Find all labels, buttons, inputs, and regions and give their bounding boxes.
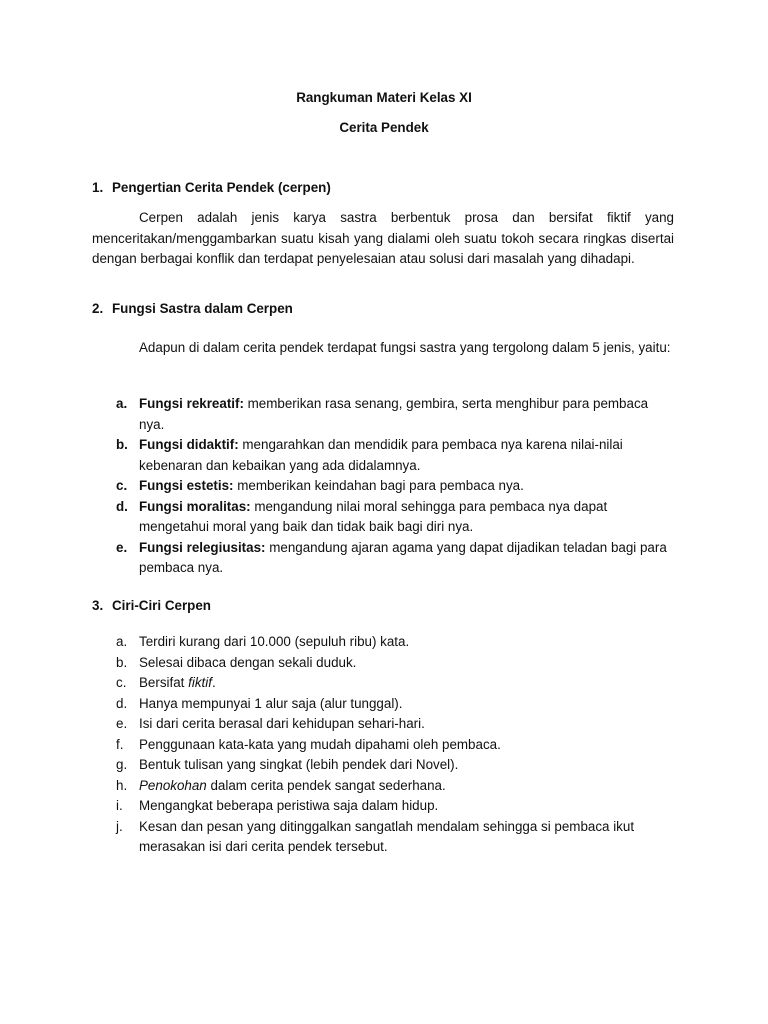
list-item xyxy=(116,817,676,858)
item-text: Selesai dibaca dengan sekali duduk. xyxy=(139,654,357,670)
item-text-post: dalam cerita pendek sangat sederhana. xyxy=(206,777,446,793)
item-text-italic: fiktif xyxy=(188,675,212,690)
item-term: Fungsi relegiusitas: xyxy=(139,539,266,555)
list-marker: b. xyxy=(116,437,128,452)
list-item xyxy=(116,796,676,817)
item-text: Terdiri kurang dari 10.000 (sepuluh ribu) kata. xyxy=(139,634,410,649)
document-subtitle: Cerita Pendek xyxy=(339,120,429,135)
list-item xyxy=(116,776,676,797)
list-marker: i. xyxy=(116,798,123,813)
list-marker: d. xyxy=(116,498,128,514)
list-marker: a. xyxy=(116,396,128,411)
item-text: memberikan keindahan bagi para pembaca nya. xyxy=(233,478,524,493)
item-text-pre: Bersifat xyxy=(139,675,189,690)
item-term: Fungsi rekreatif: xyxy=(139,396,244,411)
fungsi-sastra-list xyxy=(116,394,676,579)
list-item xyxy=(116,673,676,694)
item-text: mengandung nilai moral sehingga para pembaca nya dapat mengetahui moral yang baik dan tidak baik bagi diri nya. xyxy=(139,498,608,534)
item-term: Fungsi moralitas: xyxy=(139,498,251,514)
section-3-title: Ciri-Ciri Cerpen xyxy=(112,598,211,613)
section-2-number: 2. xyxy=(92,301,104,316)
document-title: Rangkuman Materi Kelas XI xyxy=(296,90,472,105)
list-item xyxy=(116,435,676,476)
list-marker: j. xyxy=(116,818,123,834)
list-marker: d. xyxy=(116,695,128,711)
list-marker: e. xyxy=(116,716,128,731)
list-marker: e. xyxy=(116,539,128,555)
list-item xyxy=(116,714,676,735)
list-item xyxy=(116,694,676,715)
section-1-heading xyxy=(92,178,331,199)
section-1-title: Pengertian Cerita Pendek (cerpen) xyxy=(112,180,331,195)
list-item xyxy=(116,476,676,497)
list-marker: c. xyxy=(116,675,127,690)
list-marker: f. xyxy=(116,736,124,752)
item-term: Fungsi didaktif: xyxy=(139,437,239,452)
list-item xyxy=(116,735,676,756)
list-marker: b. xyxy=(116,654,128,670)
item-text: Isi dari cerita berasal dari kehidupan sehari-hari. xyxy=(139,716,425,731)
list-marker: g. xyxy=(116,757,128,772)
ciri-cerpen-list xyxy=(116,632,676,858)
list-marker: c. xyxy=(116,478,128,493)
item-text: mengandung ajaran agama yang dapat dijadikan teladan bagi para pembaca nya. xyxy=(139,539,667,575)
item-text: Penggunaan kata-kata yang mudah dipahami oleh pembaca. xyxy=(139,736,501,752)
section-3-heading xyxy=(92,596,211,617)
item-text: Bentuk tulisan yang singkat (lebih pendek dari Novel). xyxy=(139,757,459,772)
section-2-title: Fungsi Sastra dalam Cerpen xyxy=(112,301,293,316)
list-marker: a. xyxy=(116,634,128,649)
item-text-post: . xyxy=(211,675,216,690)
section-3-number: 3. xyxy=(92,598,104,613)
item-term: Fungsi estetis: xyxy=(139,478,234,493)
list-item xyxy=(116,755,676,776)
section-1-paragraph: Cerpen adalah jenis karya sastra berbentuk prosa dan bersifat fiktif yang menceritakan/menggambarkan suatu kisah yang dialami oleh suatu tokoh secara ringkas disertai dengan berbagai konflik dan terdapat penyelesaian atau solusi dari masalah yang dihadapi. xyxy=(92,210,674,266)
item-text: memberikan rasa senang, gembira, serta menghibur para pembaca nya. xyxy=(139,396,649,432)
item-text: Hanya mempunyai 1 alur saja (alur tunggal). xyxy=(139,695,403,711)
item-text: Kesan dan pesan yang ditinggalkan sangatlah mendalam sehingga si pembaca ikut merasakan isi dari cerita pendek tersebut. xyxy=(139,818,635,854)
list-item xyxy=(116,538,676,579)
item-text: mengarahkan dan mendidik para pembaca nya karena nilai-nilai kebenaran dan kebaikan yang ada didalamnya. xyxy=(139,437,623,473)
list-item xyxy=(116,394,676,435)
item-text-italic: Penokohan xyxy=(139,777,207,793)
list-item xyxy=(116,497,676,538)
list-marker: h. xyxy=(116,777,128,793)
list-item xyxy=(116,653,676,674)
section-2-intro: Adapun di dalam cerita pendek terdapat fungsi sastra yang tergolong dalam 5 jenis, yaitu: xyxy=(139,340,671,355)
section-2-heading xyxy=(92,299,293,320)
section-1-number: 1. xyxy=(92,180,104,195)
item-text: Mengangkat beberapa peristiwa saja dalam hidup. xyxy=(139,798,439,813)
list-item xyxy=(116,632,676,653)
